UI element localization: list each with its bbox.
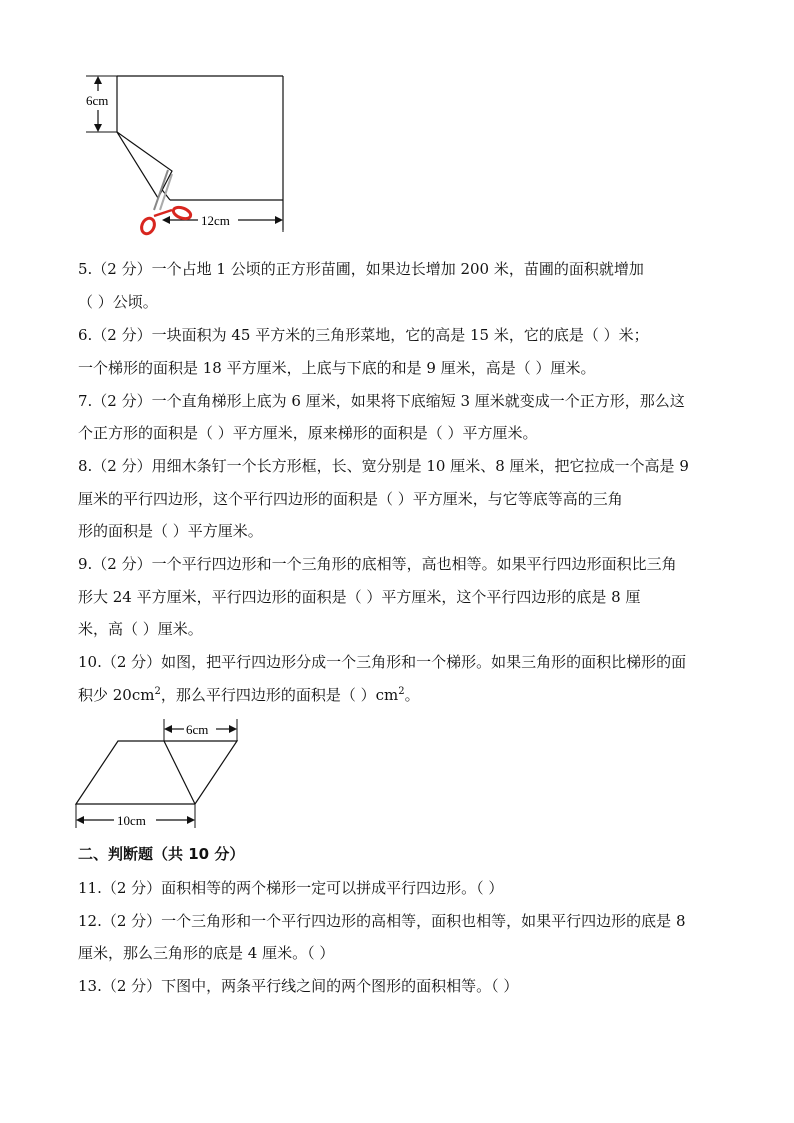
question-8-line-2: 厘米的平行四边形，这个平行四边形的面积是（ ）平方厘米，与它等底等高的三角 bbox=[78, 490, 623, 508]
question-9-line-2: 形大 24 平方厘米，平行四边形的面积是（ ）平方厘米，这个平行四边形的底是 8 厘 bbox=[78, 588, 641, 606]
height-label: 6cm bbox=[86, 93, 109, 108]
question-9-line-3: 米，高（ ）厘米。 bbox=[78, 620, 203, 638]
section-2-title: 二、判断题（共 10 分） bbox=[78, 845, 245, 863]
question-5-line-1: 5.（2 分）一个占地 1 公顷的正方形苗圃，如果边长增加 200 米，苗圃的面积就增加 bbox=[78, 260, 644, 278]
question-11: 11.（2 分）面积相等的两个梯形一定可以拼成平行四边形。（ ） bbox=[78, 879, 504, 897]
superscript-2b: 2 bbox=[398, 686, 405, 697]
figure-rectangle-cut bbox=[80, 70, 300, 245]
question-10-text-b: ，那么平行四边形的面积是（ ）cm bbox=[160, 686, 399, 704]
question-10-line-2 bbox=[78, 684, 420, 705]
question-6-line-1: 6.（2 分）一块面积为 45 平方米的三角形菜地，它的高是 15 米，它的底是（ ）米； bbox=[78, 326, 649, 344]
question-8-line-1: 8.（2 分）用细木条钉一个长方形框，长、宽分别是 10 厘米、8 厘米，把它拉成一个高是 9 bbox=[78, 457, 689, 475]
question-9-line-1: 9.（2 分）一个平行四边形和一个三角形的底相等，高也相等。如果平行四边形面积比三角 bbox=[78, 555, 677, 573]
question-13: 13.（2 分）下图中，两条平行线之间的两个图形的面积相等。（ ） bbox=[78, 977, 519, 995]
question-10-text-a: 积少 20cm bbox=[78, 686, 155, 704]
question-12-line-1: 12.（2 分）一个三角形和一个平行四边形的高相等，面积也相等，如果平行四边形的底是 8 bbox=[78, 912, 686, 930]
parallelogram-outline bbox=[76, 741, 237, 804]
question-7-line-2: 个正方形的面积是（ ）平方厘米，原来梯形的面积是（ ）平方厘米。 bbox=[78, 424, 538, 442]
question-6-line-2: 一个梯形的面积是 18 平方厘米，上底与下底的和是 9 厘米，高是（ ）厘米。 bbox=[78, 359, 596, 377]
question-10-text-c: 。 bbox=[404, 686, 420, 704]
cut-corner-triangle bbox=[117, 132, 172, 198]
dividing-line bbox=[164, 741, 195, 804]
top-label: 6cm bbox=[186, 722, 209, 737]
question-5-line-2: （ ）公顷。 bbox=[78, 293, 158, 311]
bottom-label: 10cm bbox=[117, 813, 146, 828]
width-label: 12cm bbox=[201, 213, 230, 228]
superscript-2a: 2 bbox=[154, 686, 161, 697]
question-8-line-3: 形的面积是（ ）平方厘米。 bbox=[78, 522, 263, 540]
figure-parallelogram-split bbox=[70, 716, 255, 836]
question-7-line-1: 7.（2 分）一个直角梯形上底为 6 厘米，如果将下底缩短 3 厘米就变成一个正方形，那么这 bbox=[78, 392, 685, 410]
question-12-line-2: 厘米，那么三角形的底是 4 厘米。（ ） bbox=[78, 944, 335, 962]
question-10-line-1: 10.（2 分）如图，把平行四边形分成一个三角形和一个梯形。如果三角形的面积比梯形的面 bbox=[78, 653, 687, 671]
